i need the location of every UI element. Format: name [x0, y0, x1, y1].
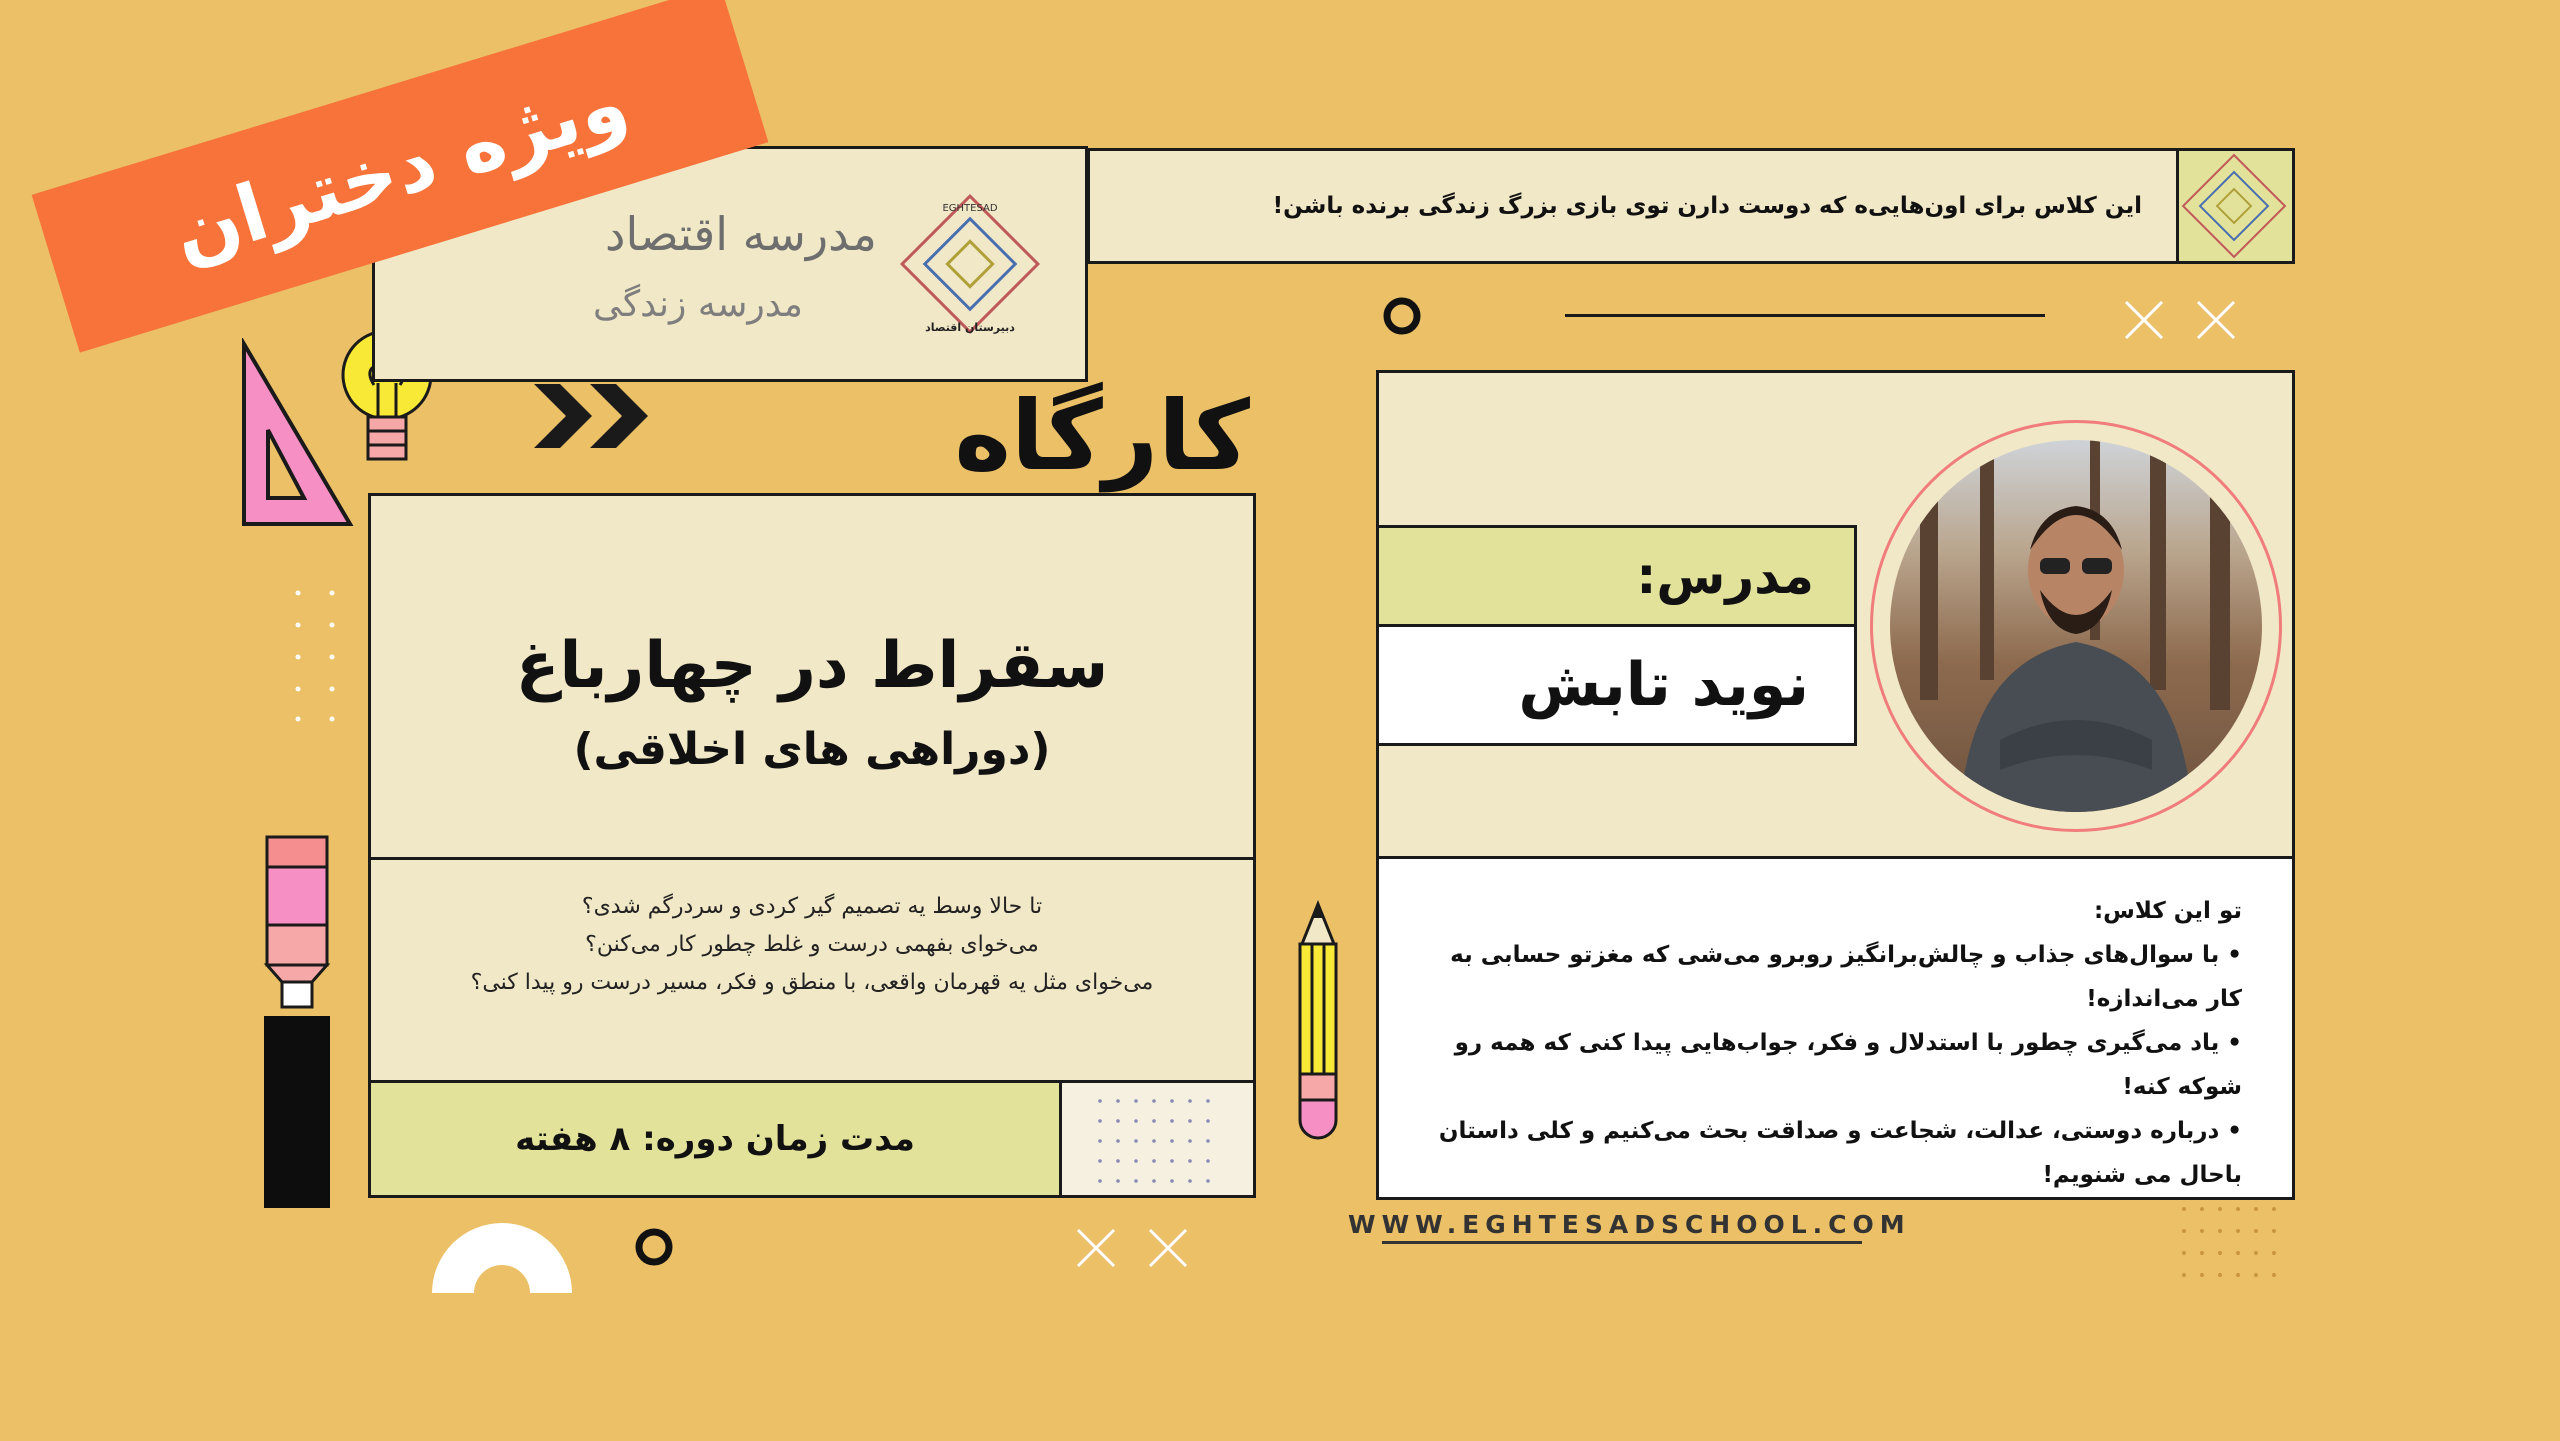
question-list: [371, 888, 1253, 1002]
half-circle-shape: [430, 1218, 575, 1293]
cross-marks-icon: [2118, 294, 2243, 346]
website-link[interactable]: WWW.EGHTESADSCHOOL.COM: [1348, 1210, 1911, 1239]
course-title: سقراط در چهارباغ: [515, 629, 1109, 703]
double-chevron-icon: [530, 380, 655, 452]
teacher-name-box: [1376, 624, 1857, 746]
question-item: تا حالا وسط یه تصمیم گیر کردی و سردرگم شدی؟: [581, 894, 1043, 919]
dot-grid-left: [290, 585, 340, 725]
class-details-card: [1376, 856, 2295, 1200]
header-ribbon: [1087, 148, 2295, 264]
details-heading: تو این کلاس:: [2093, 898, 2242, 924]
website-underline: [1382, 1241, 1862, 1244]
course-duration: مدت زمان دوره: ۸ هفته: [515, 1119, 915, 1159]
logo-subtitle: مدرسه‌ زندگی: [593, 284, 803, 325]
details-item: • با سوال‌های جذاب و چالش‌برانگیز روبرو می‌شی که مغزتو حسابی به کار می‌اندازه!: [1450, 942, 2242, 1012]
banner-text: ویژه دختران: [162, 56, 638, 281]
eraser-icon: [262, 832, 332, 1012]
circle-outline-icon: [632, 1225, 676, 1269]
dot-grid-right: [2180, 1205, 2292, 1281]
logo-title: مدرسه‌ اقتصاد: [605, 207, 877, 261]
workshop-label: کارگاه: [954, 380, 1250, 492]
course-title-card: [368, 493, 1256, 860]
details-item: • یاد می‌گیری چطور با استدلال و فکر، جواب‌هایی پیدا کنی که همه رو شوکه کنه!: [1454, 1030, 2242, 1100]
black-bar: [264, 1016, 330, 1208]
cross-marks-icon: [1070, 1222, 1195, 1274]
course-subtitle: (دوراهی های اخلاقی): [573, 724, 1051, 775]
instructor-photo: [1890, 440, 2262, 812]
logo-mark-caption: دبیرستان اقتصاد: [925, 321, 1015, 334]
dotted-pattern-card: [1059, 1080, 1256, 1198]
question-item: می‌خوای بفهمی درست و غلط چطور کار می‌کنن؟: [585, 932, 1039, 957]
divider-line: [1565, 314, 2045, 317]
details-item: • درباره دوستی، عدالت، شجاعت و صداقت بحث می‌کنیم و کلی داستان باحال می شنویم!: [1438, 1118, 2242, 1188]
teacher-label: مدرس:: [1636, 547, 1814, 605]
circle-outline-icon: [1380, 294, 1424, 338]
school-logo-icon: [2176, 151, 2292, 261]
header-tagline: این کلاس برای اون‌هایی‌ه که دوست دارن توی بازی بزرگ زندگی برنده باشن!: [1272, 193, 2142, 219]
pencil-icon: [1290, 900, 1346, 1145]
teacher-label-box: [1376, 525, 1857, 627]
class-details: [1419, 889, 2242, 1197]
logo-mark-label: EGHTESAD: [942, 203, 998, 214]
logo-mark-icon: [895, 189, 1045, 339]
duration-card: [368, 1080, 1062, 1198]
questions-card: [368, 857, 1256, 1083]
question-item: می‌خوای مثل یه قهرمان واقعی، با منطق و فکر، مسیر درست رو پیدا کنی؟: [470, 970, 1154, 995]
teacher-name: نوید تابش: [1518, 650, 1809, 720]
